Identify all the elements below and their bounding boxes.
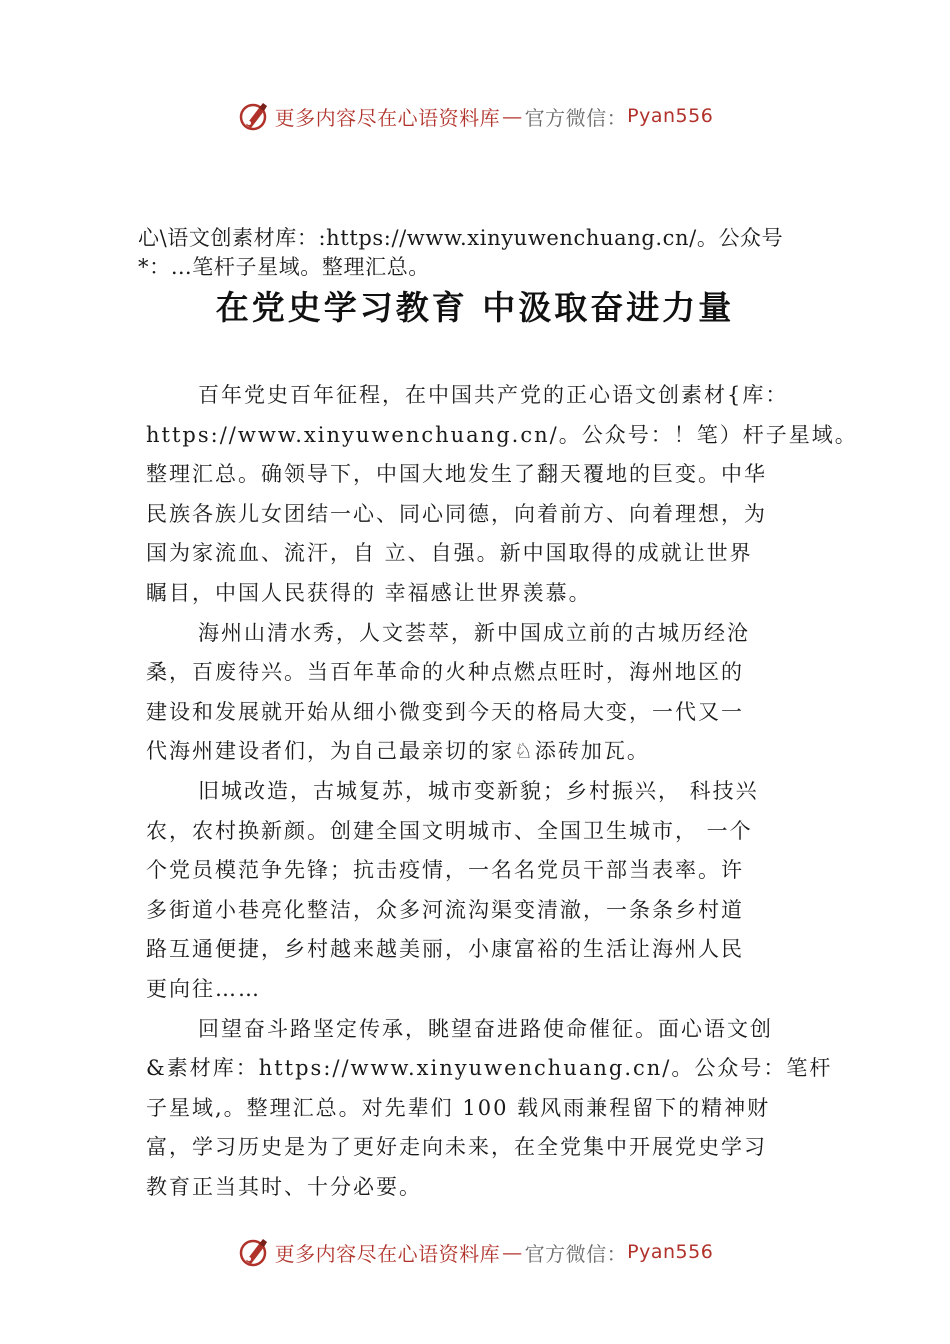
paragraph-3 bbox=[146, 772, 836, 1010]
banner-slogan: 更多内容尽在心语资料库 bbox=[274, 105, 501, 130]
paragraph-line: 教育正当其时、十分必要。 bbox=[146, 1174, 422, 1199]
paragraph-line: 更向往…… bbox=[146, 976, 261, 1001]
paragraph-line: 桑，百废待兴。当百年革命的火种点燃点旺时，海州地区的 bbox=[146, 660, 744, 685]
paragraph-line: 多街道小巷亮化整洁，众多河流沟渠变清澈，一条条乡村道 bbox=[146, 897, 744, 922]
paragraph-line: 路互通便捷，乡村越来越美丽，小康富裕的生活让海州人民 bbox=[146, 937, 744, 962]
paragraph-line: 整理汇总。确领导下，中国大地发生了翻天覆地的巨变。中华 bbox=[146, 462, 767, 487]
footer-banner bbox=[0, 1232, 950, 1272]
paragraph-line: 富，学习历史是为了更好走向未来，在全党集中开展党史学习 bbox=[146, 1135, 767, 1160]
paragraph-line: 瞩目，中国人民获得的 幸福感让世界羡慕。 bbox=[146, 580, 592, 605]
paragraph-line: 子星域,。整理汇总。对先辈们 100 载风雨兼程留下的精神财 bbox=[146, 1095, 771, 1120]
paragraph-line: 个党员模范争先锋；抗击疫情，一名名党员干部当表率。许 bbox=[146, 858, 744, 883]
paragraph-line: 百年党史百年征程，在中国共产党的正心语文创素材{库： bbox=[198, 383, 789, 407]
paragraph-line: 代海州建设者们，为自己最亲切的家♘添砖加瓦。 bbox=[146, 739, 650, 764]
paragraph-line: &素材库：https://www.xinyuwenchuang.cn/。公众号：笔杆 bbox=[146, 1056, 833, 1081]
pen-nib-logo-icon bbox=[237, 1235, 271, 1269]
banner-slogan: 更多内容尽在心语资料库 bbox=[274, 1241, 501, 1266]
header-banner bbox=[0, 96, 950, 136]
paragraph-line: 民族各族儿女团结一心、同心同德，向着前方、向着理想，为 bbox=[146, 501, 767, 526]
banner-dash: — bbox=[502, 1240, 523, 1264]
paragraph-line: 回望奋斗路坚定传承，眺望奋进路使命催征。面心语文创 bbox=[198, 1016, 773, 1041]
source-note bbox=[138, 224, 838, 282]
paragraph-line: 海州山清水秀，人文荟萃，新中国成立前的古城历经沧 bbox=[198, 620, 750, 645]
article-title: 在党史学习教育 中汲取奋进力量 bbox=[215, 288, 735, 327]
source-note-line: 心\语文创素材库：:https://www.xinyuwenchuang.cn/。公众号 bbox=[138, 226, 784, 250]
banner-wechat-label: 官方微信： bbox=[524, 105, 628, 130]
article-body bbox=[146, 376, 858, 1207]
paragraph-2 bbox=[146, 614, 836, 772]
pen-nib-logo-icon bbox=[237, 99, 271, 133]
banner-wechat-id: Pyan556 bbox=[627, 1241, 714, 1263]
banner-dash: — bbox=[502, 104, 523, 128]
paragraph-line: 国为家流血、流汗，自 立、自强。新中国取得的成就让世界 bbox=[146, 541, 753, 566]
paragraph-1 bbox=[146, 376, 858, 614]
source-note-line: *：…笔杆子星域。整理汇总。 bbox=[138, 255, 430, 279]
paragraph-4 bbox=[146, 1010, 836, 1208]
paragraph-line: 建设和发展就开始从细小微变到今天的格局大变，一代又一 bbox=[146, 699, 744, 724]
paragraph-line: https://www.xinyuwenchuang.cn/。公众号：！笔）杆子星域。 bbox=[146, 422, 858, 447]
paragraph-line: 农，农村换新颜。创建全国文明城市、全国卫生城市， 一个 bbox=[146, 818, 753, 843]
paragraph-line: 旧城改造，古城复苏，城市变新貌；乡村振兴， 科技兴 bbox=[198, 778, 759, 803]
banner-wechat-id: Pyan556 bbox=[627, 105, 714, 127]
banner-wechat-label: 官方微信： bbox=[524, 1241, 628, 1266]
